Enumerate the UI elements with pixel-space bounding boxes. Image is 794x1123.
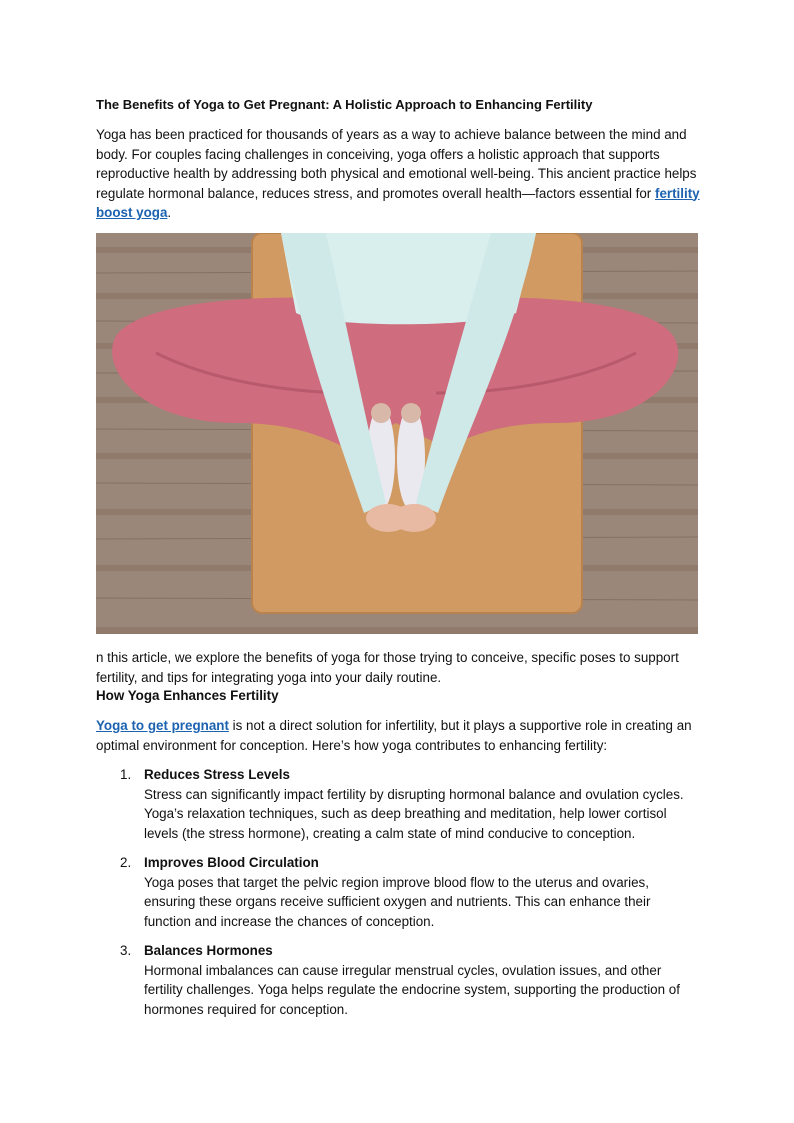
list-item — [96, 853, 696, 931]
intro-text: Yoga has been practiced for thousands of years as a way to achieve balance between the mind and body. For couples facing challenges in conceiving, yoga offers a holistic approach that supports reproductive health by addressing both physical and emotional well-being. This ancient practice helps regulate hormonal balance, reduces stress, and promotes overall health—factors essential for — [96, 127, 697, 201]
list-item-title: Reduces Stress Levels — [144, 767, 290, 782]
fertility-boost-yoga-link[interactable]: fertility boost yoga — [96, 185, 700, 220]
section-heading: How Yoga Enhances Fertility — [96, 688, 279, 703]
list-item-title: Improves Blood Circulation — [144, 855, 319, 870]
list-number: 1. — [120, 767, 132, 782]
list-item — [96, 765, 696, 843]
list-item-title: Balances Hormones — [144, 943, 273, 958]
yoga-to-get-pregnant-link[interactable]: Yoga to get pregnant — [96, 718, 229, 733]
list-item-text: Stress can significantly impact fertility by disrupting hormonal balance and ovulation cycles. Yoga’s relaxation techniques, such as deep breathing and meditation, help lower cortisol levels (the stress hormone), creating a calm state of mind conducive to conception. — [144, 786, 684, 841]
benefits-list — [96, 765, 696, 1029]
article-title: The Benefits of Yoga to Get Pregnant: A Holistic Approach to Enhancing Fertility — [96, 97, 593, 112]
section-text: is not a direct solution for infertility, but it plays a supportive role in creating an optimal environment for conception. Here’s how yoga contributes to enhancing fertility: — [96, 718, 692, 753]
list-number: 2. — [120, 855, 132, 870]
list-number: 3. — [120, 943, 132, 958]
intro-paragraph — [96, 125, 702, 223]
list-item-text: Hormonal imbalances can cause irregular menstrual cycles, ovulation issues, and other fertility challenges. Yoga helps regulate the endocrine system, supporting the production of hormones required for conception. — [144, 962, 680, 1017]
list-item-text: Yoga poses that target the pelvic region improve blood flow to the uterus and ovaries, ensuring these organs receive sufficient oxygen and nutrients. This can enhance their function and increase the chances of conception. — [144, 874, 651, 929]
intro-end: . — [167, 205, 172, 220]
after-image-paragraph: n this article, we explore the benefits of yoga for those trying to conceive, specific poses to support fertility, and tips for integrating yoga into your daily routine. — [96, 650, 679, 685]
section-paragraph — [96, 716, 706, 755]
yoga-pose-image — [96, 233, 698, 634]
list-item — [96, 941, 696, 1019]
